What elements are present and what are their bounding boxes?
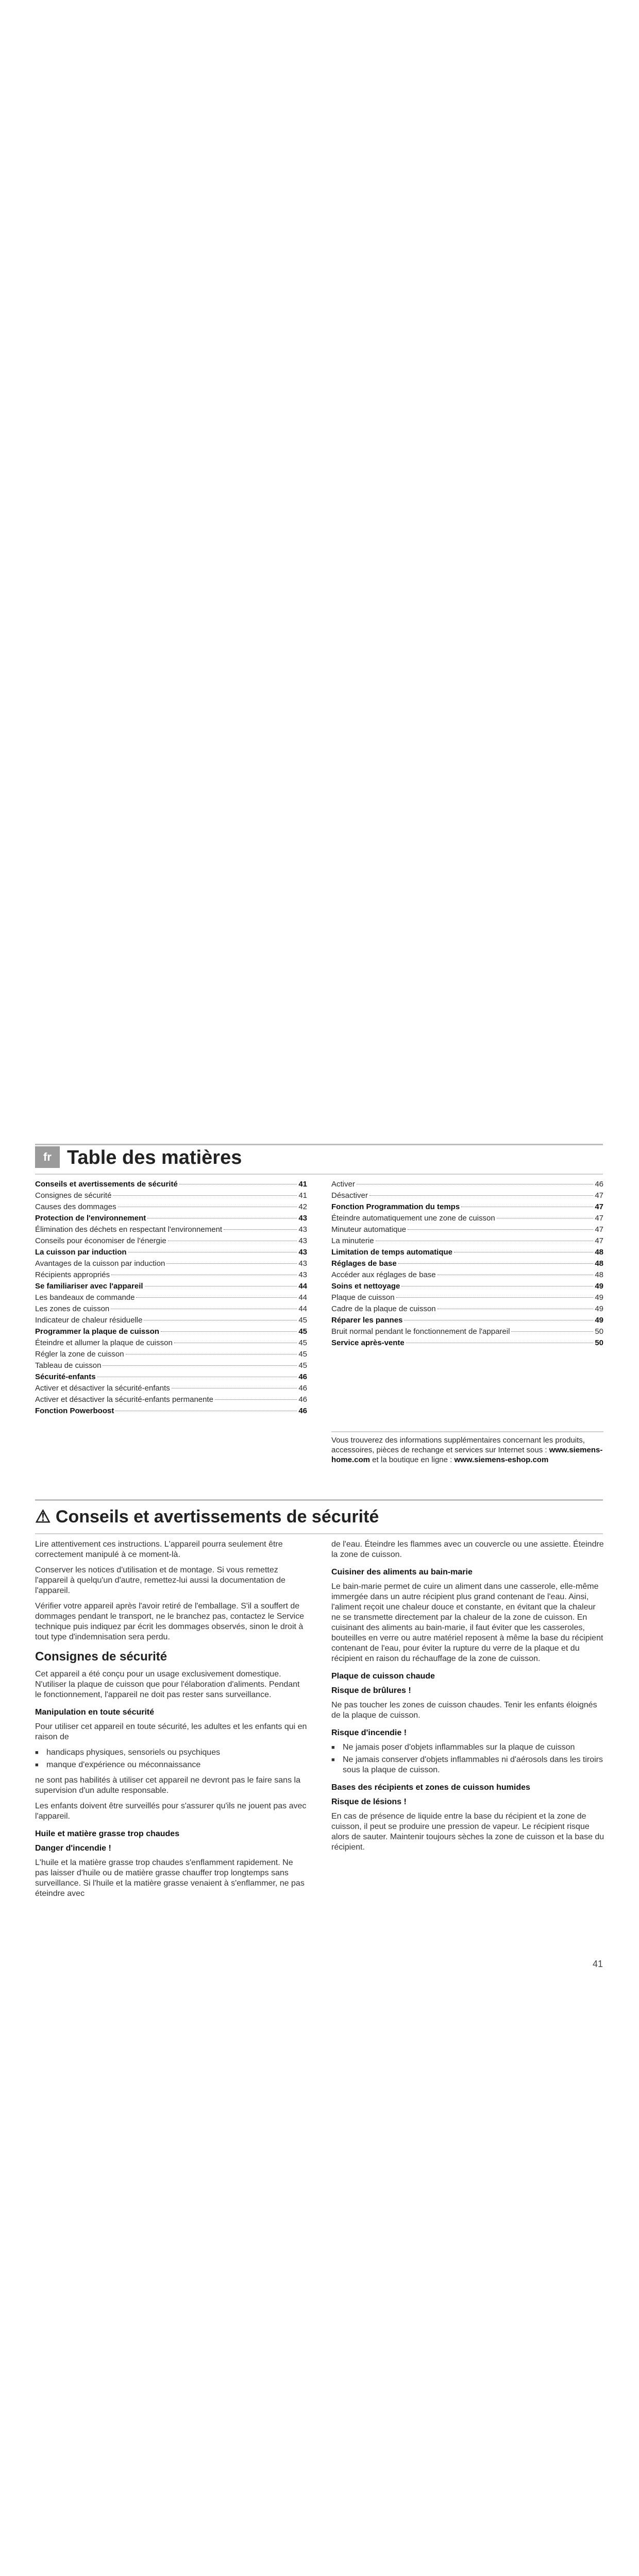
toc-entry-title: Programmer la plaque de cuisson (35, 1327, 159, 1336)
toc-entry-title: Élimination des déchets en respectant l'environnement (35, 1225, 223, 1234)
toc-leader-dots (126, 1353, 297, 1354)
toc-entry-title: Bruit normal pendant le fonctionnement de l'appareil (331, 1327, 510, 1336)
toc-entry[interactable] (331, 1224, 603, 1235)
toc-entry-title: Sécurité-enfants (35, 1372, 96, 1381)
toc-entry-page: 47 (595, 1214, 603, 1223)
toc-entry-page: 48 (595, 1270, 603, 1279)
toc-entry-title: Activer et désactiver la sécurité-enfants (35, 1384, 170, 1393)
domestic-use-paragraph: Cet appareil a été conçu pour un usage exclusivement domestique. N'utiliser la plaque de cuisson que pour l'élaboration d'aliments. Pendant le fonctionnement, l'appareil ne doit pas rester sans surveillance. (35, 1670, 300, 1699)
toc-entry[interactable] (331, 1201, 603, 1213)
toc-entry[interactable] (35, 1394, 307, 1405)
toc-entry-title: Les bandeaux de commande (35, 1293, 135, 1302)
children-paragraph: Les enfants doivent être surveillés pour s'assurer qu'ils ne jouent pas avec l'appareil. (35, 1802, 307, 1821)
toc-entry-page: 45 (298, 1327, 307, 1336)
toc-entry-title: Accéder aux réglages de base (331, 1270, 436, 1279)
toc-entry[interactable] (331, 1258, 603, 1269)
toc-entry-page: 50 (595, 1327, 603, 1336)
toc-entry[interactable] (331, 1269, 603, 1281)
toc-entry-title: Éteindre automatiquement une zone de cuisson (331, 1214, 495, 1223)
toc-divider (35, 1174, 603, 1175)
section-divider (35, 1533, 603, 1534)
toc-entry-title: Minuteur automatique (331, 1225, 407, 1234)
toc-entry-page: 43 (298, 1259, 307, 1268)
toc-leader-dots (511, 1331, 593, 1332)
toc-entry[interactable] (331, 1326, 603, 1337)
toc-leader-dots (376, 1240, 594, 1241)
toc-entry[interactable] (35, 1405, 307, 1417)
toc-leader-dots (115, 1410, 297, 1411)
toc-entry-page: 46 (298, 1406, 307, 1415)
toc-entry-page: 49 (595, 1282, 603, 1291)
toc-leader-dots (128, 1251, 297, 1252)
toc-entry-page: 44 (298, 1282, 307, 1291)
toc-leader-dots (357, 1183, 593, 1184)
toc-entry[interactable] (331, 1179, 603, 1190)
toc-entry-page: 46 (298, 1384, 307, 1393)
extinguish-paragraph: de l'eau. Éteindre les flammes avec un couvercle ou une assiette. Éteindre la zone de cuisson. (331, 1540, 604, 1559)
toc-entry-page: 47 (595, 1225, 603, 1234)
toc-entry-page: 41 (298, 1191, 307, 1200)
toc-entry[interactable] (35, 1213, 307, 1224)
section-title: ⚠ Conseils et avertissements de sécurité (35, 1507, 379, 1527)
toc-entry-title: Régler la zone de cuisson (35, 1350, 124, 1359)
bain-marie-paragraph: Le bain-marie permet de cuire un aliment dans une casserole, elle-même immergée dans un autre récipient plus grand contenant de l'eau. Ainsi, l'aliment reçoit une chaleur douce et constante, en évitant que la chaleur ne se transmette directement par la chaleur de la zone de cuisson. En cuisinant des aliments au bain-marie, il faut éviter que les casseroles, bouteilles en verre ou autre matériel reposent à même la base du récipient contenant de l'eau, pour éviter la rupture du verre de la plaque et du récipient en raison du réchauffage de la zone de cuisson. (331, 1582, 603, 1663)
manipulation-paragraph: Pour utiliser cet appareil en toute sécurité, les adultes et les enfants qui en raison de (35, 1722, 307, 1741)
toc-entry-title: Cadre de la plaque de cuisson (331, 1304, 436, 1313)
toc-entry[interactable] (35, 1326, 307, 1337)
toc-leader-dots (454, 1251, 593, 1252)
toc-leader-dots (118, 1206, 297, 1207)
toc-entry[interactable] (331, 1247, 603, 1258)
toc-entry[interactable] (35, 1247, 307, 1258)
toc-note-link-eshop[interactable]: www.siemens-eshop.com (454, 1455, 549, 1464)
toc-leader-dots (147, 1217, 297, 1218)
toc-entry-page: 43 (298, 1236, 307, 1245)
toc-note-mid: et la boutique en ligne : (370, 1455, 455, 1464)
wet-bases-heading: Bases des récipients et zones de cuisson humides (331, 1783, 530, 1792)
toc-leader-dots (497, 1217, 594, 1218)
toc-entry-page: 46 (595, 1180, 603, 1189)
toc-entry-page: 44 (298, 1304, 307, 1313)
toc-leader-dots (396, 1297, 594, 1298)
toc-entry[interactable] (35, 1292, 307, 1303)
toc-entry-title: Réparer les pannes (331, 1316, 403, 1325)
toc-entry-title: Causes des dommages (35, 1202, 116, 1211)
toc-entry[interactable] (35, 1383, 307, 1394)
toc-entry-title: La minuterie (331, 1236, 374, 1245)
toc-leader-dots (401, 1285, 593, 1286)
toc-entry-title: Réglages de base (331, 1259, 397, 1268)
toc-entry-page: 48 (595, 1248, 603, 1257)
toc-note-link-home[interactable]: www.siemens-home.com (331, 1446, 603, 1464)
toc-entry[interactable] (35, 1281, 307, 1292)
toc-entry[interactable] (35, 1179, 307, 1190)
toc-entry-title: Conseils et avertissements de sécurité (35, 1180, 178, 1189)
toc-entry-title: Tableau de cuisson (35, 1361, 102, 1370)
toc-entry[interactable] (35, 1349, 307, 1360)
toc-entry-page: 42 (298, 1202, 307, 1211)
toc-leader-dots (179, 1183, 297, 1184)
toc-leader-dots (369, 1195, 593, 1196)
toc-entry-page: 45 (298, 1316, 307, 1325)
toc-entry[interactable] (35, 1371, 307, 1383)
toc-entry-page: 49 (595, 1304, 603, 1313)
toc-entry[interactable] (35, 1360, 307, 1371)
verify-paragraph: Vérifier votre appareil après l'avoir retiré de l'emballage. S'il a souffert de dommages pendant le transport, ne le branchez pas, contactez le Service technique puis indiquez par écrit les dommages observés, sinon le droit à tout type d'indemnisation sera perdu. (35, 1602, 305, 1641)
injury-risk-heading: Risque de lésions ! (331, 1798, 407, 1806)
toc-leader-dots (404, 1319, 593, 1320)
bain-marie-heading: Cuisiner des aliments au bain-marie (331, 1568, 473, 1577)
toc-entry-title: Activer et désactiver la sécurité-enfants permanente (35, 1395, 214, 1404)
toc-entry-page: 49 (595, 1293, 603, 1302)
list-item: ■ Ne jamais conserver d'objets inflammables ni d'aérosols dans les tiroirs sous la plaque de cuisson. (331, 1755, 604, 1775)
toc-note-text: Vous trouverez des informations supplémentaires concernant les produits, accessoires, pièces de rechange et services sur Internet sous : (331, 1436, 585, 1454)
toc-entry-page: 47 (595, 1202, 603, 1211)
toc-entry-title: Plaque de cuisson (331, 1293, 395, 1302)
toc-entry-title: Fonction Programmation du temps (331, 1202, 460, 1211)
toc-entry[interactable] (331, 1315, 603, 1326)
toc-entry-page: 50 (595, 1338, 603, 1347)
toc-right-column (331, 1179, 603, 1349)
toc-entry[interactable] (35, 1201, 307, 1213)
toc-entry-title: Fonction Powerboost (35, 1406, 114, 1415)
toc-leader-dots (136, 1297, 297, 1298)
toc-entry-page: 49 (595, 1316, 603, 1325)
toc-entry-title: Protection de l'environnement (35, 1214, 146, 1223)
toc-entry-title: Les zones de cuisson (35, 1304, 110, 1313)
toc-leader-dots (161, 1331, 297, 1332)
toc-entry-title: Conseils pour économiser de l'énergie (35, 1236, 166, 1245)
toc-entry-title: Soins et nettoyage (331, 1282, 400, 1291)
toc-entry-page: 43 (298, 1214, 307, 1223)
toc-entry[interactable] (35, 1315, 307, 1326)
toc-leader-dots (215, 1399, 297, 1400)
toc-leader-dots (111, 1274, 297, 1275)
list-item: ■ manque d'expérience ou méconnaissance (35, 1760, 308, 1770)
fire-list (331, 1742, 604, 1775)
consignes-heading: Consignes de sécurité (35, 1650, 167, 1664)
toc-entry-title: Limitation de temps automatique (331, 1248, 453, 1257)
language-badge: fr (35, 1146, 60, 1168)
manipulation-heading: Manipulation en toute sécurité (35, 1708, 155, 1717)
hot-hob-heading: Plaque de cuisson chaude (331, 1672, 435, 1681)
toc-leader-dots (168, 1240, 297, 1241)
toc-note-divider (331, 1431, 603, 1432)
toc-entry-page: 46 (298, 1372, 307, 1381)
burn-paragraph: Ne pas toucher les zones de cuisson chaudes. Tenir les enfants éloignés de la plaque de cuisson. (331, 1701, 597, 1720)
toc-entry-page: 43 (298, 1225, 307, 1234)
toc-entry-page: 45 (298, 1361, 307, 1370)
toc-leader-dots (224, 1229, 297, 1230)
toc-entry-page: 46 (298, 1395, 307, 1404)
toc-entry-page: 45 (298, 1350, 307, 1359)
fire-risk-heading: Risque d'incendie ! (331, 1728, 407, 1737)
toc-entry-page: 45 (298, 1338, 307, 1347)
toc-note (331, 1435, 603, 1465)
toc-entry[interactable] (35, 1337, 307, 1349)
toc-leader-dots (172, 1387, 297, 1388)
toc-entry[interactable] (35, 1258, 307, 1269)
safety-right-column (331, 1539, 604, 1858)
toc-entry-page: 47 (595, 1236, 603, 1245)
toc-entry[interactable] (35, 1303, 307, 1315)
toc-entry-title: Activer (331, 1180, 355, 1189)
hot-oil-paragraph: L'huile et la matière grasse trop chaudes s'enflamment rapidement. Ne pas laisser d'huile ou de matière grasse chauffer trop longtemps sans surveillance. Si l'huile et la matière grasse venaient à s'enflammer, ne pas éteindre avec (35, 1858, 305, 1898)
toc-entry[interactable] (35, 1190, 307, 1201)
toc-entry-title: Se familiariser avec l'appareil (35, 1282, 143, 1291)
toc-entry-page: 44 (298, 1293, 307, 1302)
fire-danger-heading: Danger d'incendie ! (35, 1844, 111, 1853)
toc-entry-title: Éteindre et allumer la plaque de cuisson (35, 1338, 173, 1347)
toc-entry-title: Consignes de sécurité (35, 1191, 112, 1200)
section-top-rule (35, 1499, 603, 1501)
toc-leader-dots (103, 1365, 297, 1366)
toc-entry-title: Service après-vente (331, 1338, 405, 1347)
burn-risk-heading: Risque de brûlures ! (331, 1686, 411, 1695)
toc-entry-title: Récipients appropriés (35, 1270, 110, 1279)
hot-oil-heading: Huile et matière grasse trop chaudes (35, 1829, 180, 1838)
toc-leader-dots (398, 1263, 594, 1264)
toc-leader-dots (406, 1342, 594, 1343)
toc-left-column (35, 1179, 307, 1417)
toc-entry[interactable] (35, 1269, 307, 1281)
conserve-paragraph: Conserver les notices d'utilisation et de montage. Si vous remettez l'appareil à quelqu'un d'autre, remettez-lui aussi la documentation de l'appareil. (35, 1566, 285, 1595)
toc-entry[interactable] (331, 1292, 603, 1303)
toc-leader-dots (438, 1308, 594, 1309)
toc-entry-title: Avantages de la cuisson par induction (35, 1259, 165, 1268)
toc-title: Table des matières (67, 1147, 242, 1168)
toc-entry[interactable] (331, 1190, 603, 1201)
toc-leader-dots (113, 1195, 297, 1196)
list-item: ■ Ne jamais poser d'objets inflammables sur la plaque de cuisson (331, 1742, 604, 1753)
list-item: ■ handicaps physiques, sensoriels ou psychiques (35, 1748, 308, 1758)
toc-entry[interactable] (331, 1235, 603, 1247)
toc-entry-page: 41 (298, 1180, 307, 1189)
toc-entry-title: Indicateur de chaleur résiduelle (35, 1316, 143, 1325)
toc-leader-dots (111, 1308, 297, 1309)
toc-entry[interactable] (35, 1235, 307, 1247)
toc-leader-dots (97, 1376, 297, 1377)
toc-leader-dots (166, 1263, 297, 1264)
toc-leader-dots (408, 1229, 593, 1230)
toc-entry-page: 43 (298, 1248, 307, 1257)
intro-paragraph: Lire attentivement ces instructions. L'appareil pourra seulement être correctement manipulé à ce moment-là. (35, 1540, 283, 1559)
safety-left-column (35, 1539, 308, 1904)
toc-entry[interactable] (331, 1337, 603, 1349)
toc-entry-page: 47 (595, 1191, 603, 1200)
toc-entry-title: La cuisson par induction (35, 1248, 127, 1257)
toc-leader-dots (145, 1285, 297, 1286)
toc-leader-dots (144, 1319, 297, 1320)
toc-leader-dots (174, 1342, 297, 1343)
toc-entry[interactable] (331, 1281, 603, 1292)
steam-paragraph: En cas de présence de liquide entre la base du récipient et la zone de cuisson, il peut se produire une pression de vapeur. Le récipient risque alors de sauter. Maintenir toujours sèches la zone de cuisson et la base du récipient. (331, 1812, 604, 1852)
toc-entry-title: Désactiver (331, 1191, 368, 1200)
toc-entry-page: 43 (298, 1270, 307, 1279)
toc-leader-dots (461, 1206, 593, 1207)
toc-leader-dots (438, 1274, 594, 1275)
toc-entry[interactable] (331, 1213, 603, 1224)
page-number: 41 (592, 1959, 603, 1969)
toc-entry[interactable] (331, 1303, 603, 1315)
supervision-paragraph: ne sont pas habilités à utiliser cet appareil ne devront pas le faire sans la supervision d'un adulte responsable. (35, 1776, 300, 1795)
handicap-list (35, 1748, 308, 1770)
toc-entry[interactable] (35, 1224, 307, 1235)
toc-entry-page: 48 (595, 1259, 603, 1268)
